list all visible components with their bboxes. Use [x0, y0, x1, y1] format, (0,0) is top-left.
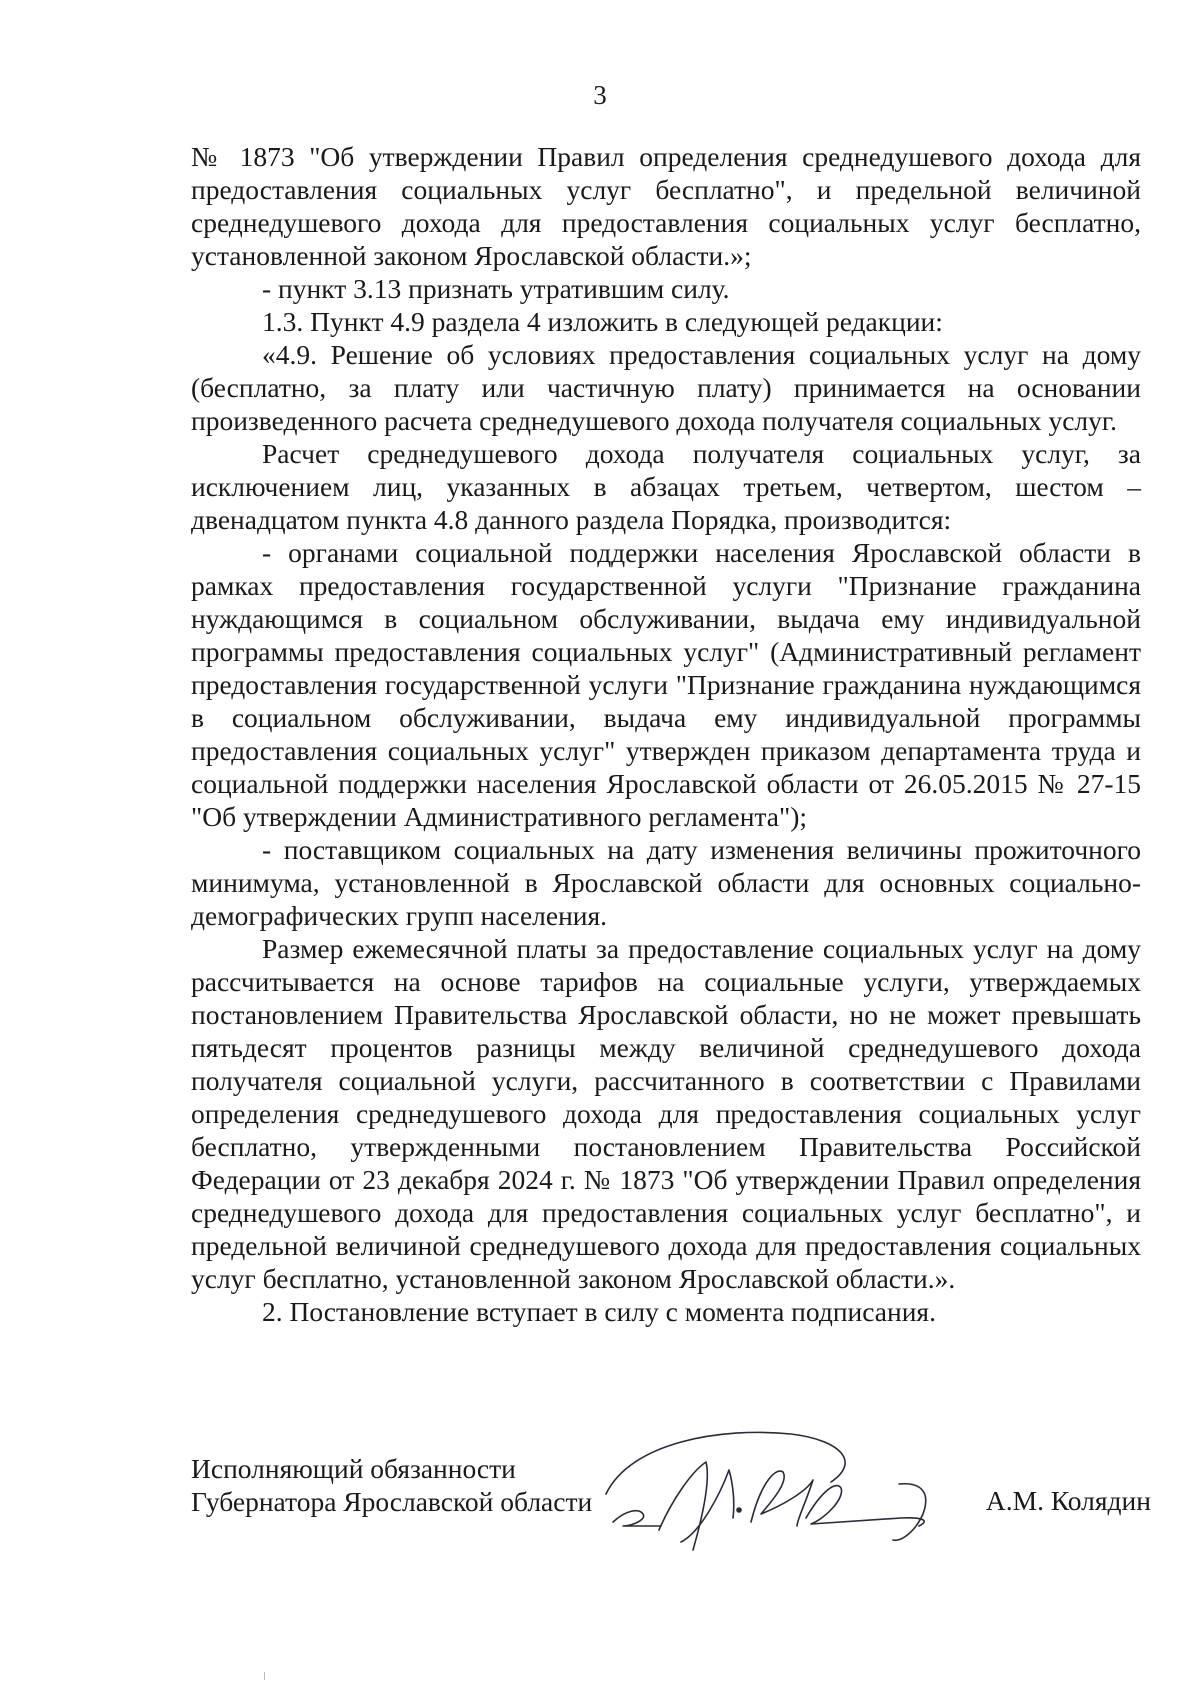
document-body	[191, 140, 1141, 1328]
signatory-position-line1: Исполняющий обязанности	[191, 1453, 516, 1484]
paragraph-item-3-13: - пункт 3.13 признать утратившим силу.	[262, 273, 730, 304]
paragraph-item-4-9: «4.9. Решение об условиях предоставления социальных услуг на дому (бесплатно, за плату или частичную плату) принимается на основании произведенного расчета среднедушевого дохода получателя социальных услуг.	[191, 339, 1141, 436]
paragraph-social-support-bodies: - органами социальной поддержки населения Ярославской области в рамках предоставления государственной услуги "Признание гражданина нуждающимся в социальном обслуживании, выдача ему индивидуальной программы предоставления социальных услуг" (Административный регламент предоставления государственной услуги "Признание гражданина нуждающимся в социальном обслуживании, выдача ему индивидуальной программы предоставления социальных услуг" утвержден приказом департамента труда и социальной поддержки населения Ярославской области от 26.05.2015 № 27-15 "Об утверждении Административного регламента");	[191, 537, 1141, 832]
paragraph-item-1-3: 1.3. Пункт 4.9 раздела 4 изложить в следующей редакции:	[262, 306, 943, 337]
paragraph-income-calculation: Расчет среднедушевого дохода получателя социальных услуг, за исключением лиц, указанных в абзацах третьем, четвертом, шестом – двенадцатом пункта 4.8 данного раздела Порядка, производится:	[191, 438, 1141, 535]
signature-block	[191, 1452, 1151, 1592]
paragraph-service-provider: - поставщиком социальных на дату изменения величины прожиточного минимума, установленной в Ярославской области для основных социально-демографических групп населения.	[191, 834, 1141, 931]
signatory-position-line2: Губернатора Ярославской области	[191, 1486, 593, 1517]
paragraph-effective-date: 2. Постановление вступает в силу с момента подписания.	[262, 1296, 936, 1327]
paragraph-continuation: № 1873 "Об утверждении Правил определения среднедушевого дохода для предоставления социальных услуг бесплатно", и предельной величиной среднедушевого дохода для предоставления социальных услуг бесплатно, установленной законом Ярославской области.»;	[191, 141, 1141, 271]
signatory-name: А.М. Колядин	[985, 1485, 1151, 1516]
page-number: 3	[593, 80, 607, 110]
paragraph-monthly-fee: Размер ежемесячной платы за предоставление социальных услуг на дому рассчитывается на основе тарифов на социальные услуги, утверждаемых постановлением Правительства Ярославской области, но не может превышать пятьдесят процентов разницы между величиной среднедушевого дохода получателя социальной услуги, рассчитанного в соответствии с Правилами определения среднедушевого дохода для предоставления социальных услуг бесплатно, утвержденными постановлением Правительства Российской Федерации от 23 декабря 2024 г. № 1873 "Об утверждении Правил определения среднедушевого дохода для предоставления социальных услуг бесплатно", и предельной величиной среднедушевого дохода для предоставления социальных услуг бесплатно, установленной законом Ярославской области.».	[191, 933, 1141, 1294]
scan-speck	[264, 1672, 265, 1680]
